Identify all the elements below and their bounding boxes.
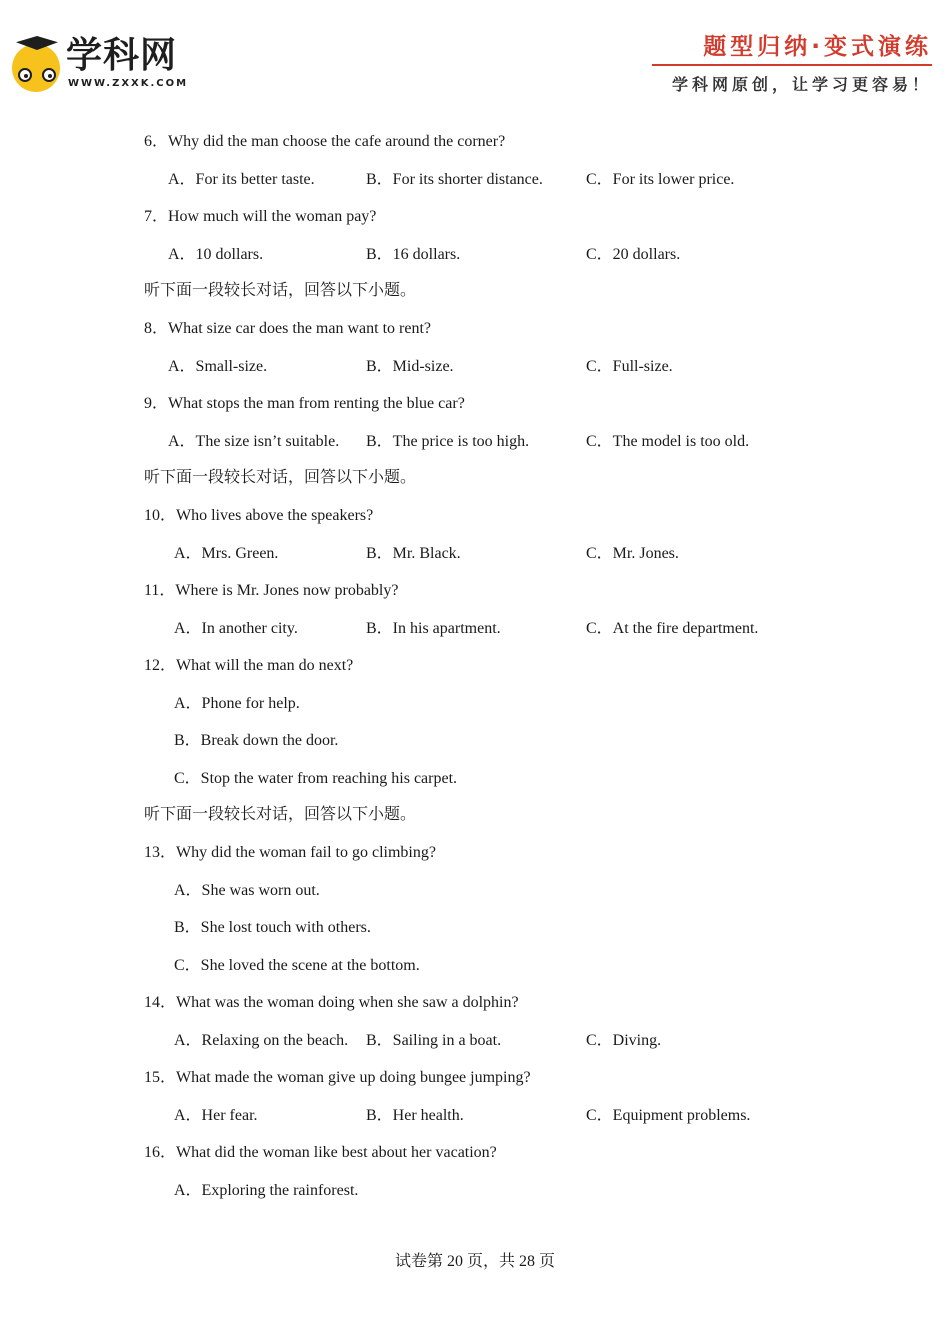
question-9: 9．What stops the man from renting the blue car? bbox=[144, 395, 465, 412]
q14-option-b: B．Sailing in a boat. bbox=[366, 1032, 502, 1049]
q10-option-a: A．Mrs. Green. bbox=[174, 545, 279, 562]
q13-option-a: A．She was worn out. bbox=[174, 882, 320, 899]
page-footer: 试卷第 20 页，共 28 页 bbox=[394, 1253, 555, 1270]
q12-option-b: B．Break down the door. bbox=[174, 732, 339, 749]
question-6: 6．Why did the man choose the cafe around the corner? bbox=[144, 133, 506, 150]
q10-option-b: B．Mr. Black. bbox=[366, 545, 461, 562]
q12-option-c: C．Stop the water from reaching his carpet. bbox=[174, 770, 458, 787]
q15-option-a: A．Her fear. bbox=[174, 1107, 258, 1124]
question-16: 16．What did the woman like best about her vacation? bbox=[144, 1144, 497, 1161]
question-7: 7．How much will the woman pay? bbox=[144, 208, 377, 225]
instruction-1: 听下面一段较长对话，回答以下小题。 bbox=[144, 282, 417, 299]
question-14: 14．What was the woman doing when she saw a dolphin? bbox=[144, 994, 519, 1011]
q15-option-c: C．Equipment problems. bbox=[586, 1107, 751, 1124]
slogan-sub: 学科网原创，让学习更容易！ bbox=[671, 75, 932, 94]
question-11: 11．Where is Mr. Jones now probably? bbox=[144, 582, 399, 599]
instruction-2: 听下面一段较长对话，回答以下小题。 bbox=[144, 469, 417, 486]
site-logo bbox=[12, 34, 192, 94]
q7-option-a: A．10 dollars. bbox=[168, 246, 264, 263]
q11-option-b: B．In his apartment. bbox=[366, 620, 501, 637]
q6-option-a: A．For its better taste. bbox=[168, 171, 315, 188]
q13-option-c: C．She loved the scene at the bottom. bbox=[174, 957, 420, 974]
q9-option-c: C．The model is too old. bbox=[586, 433, 750, 450]
q12-option-a: A．Phone for help. bbox=[174, 695, 300, 712]
slogan-divider bbox=[652, 64, 932, 66]
logo-url: WWW.ZXXK.COM bbox=[68, 78, 189, 89]
q8-option-a: A．Small-size. bbox=[168, 358, 268, 375]
q16-option-a: A．Exploring the rainforest. bbox=[174, 1182, 359, 1199]
q15-option-b: B．Her health. bbox=[366, 1107, 464, 1124]
slogan-main: 题型归纳·变式演练 bbox=[703, 34, 932, 60]
glasses-icon bbox=[18, 68, 56, 84]
q8-option-c: C．Full-size. bbox=[586, 358, 673, 375]
q11-option-a: A．In another city. bbox=[174, 620, 298, 637]
q10-option-c: C．Mr. Jones. bbox=[586, 545, 679, 562]
header-slogan bbox=[652, 32, 932, 95]
q9-option-b: B．The price is too high. bbox=[366, 433, 530, 450]
q8-option-b: B．Mid-size. bbox=[366, 358, 454, 375]
q7-option-c: C．20 dollars. bbox=[586, 246, 681, 263]
question-15: 15．What made the woman give up doing bungee jumping? bbox=[144, 1069, 531, 1086]
question-8: 8．What size car does the man want to rent? bbox=[144, 320, 432, 337]
question-13: 13．Why did the woman fail to go climbing? bbox=[144, 844, 436, 861]
question-12: 12．What will the man do next? bbox=[144, 657, 354, 674]
q6-option-c: C．For its lower price. bbox=[586, 171, 735, 188]
q6-option-b: B．For its shorter distance. bbox=[366, 171, 543, 188]
q11-option-c: C．At the fire department. bbox=[586, 620, 759, 637]
question-10: 10．Who lives above the speakers? bbox=[144, 507, 374, 524]
instruction-3: 听下面一段较长对话，回答以下小题。 bbox=[144, 806, 417, 823]
q14-option-c: C．Diving. bbox=[586, 1032, 662, 1049]
q13-option-b: B．She lost touch with others. bbox=[174, 919, 371, 936]
q7-option-b: B．16 dollars. bbox=[366, 246, 461, 263]
q14-option-a: A．Relaxing on the beach. bbox=[174, 1032, 349, 1049]
mascot-icon bbox=[12, 44, 60, 92]
logo-text: 学科网 bbox=[66, 35, 178, 76]
q9-option-a: A．The size isn’t suitable. bbox=[168, 433, 340, 450]
